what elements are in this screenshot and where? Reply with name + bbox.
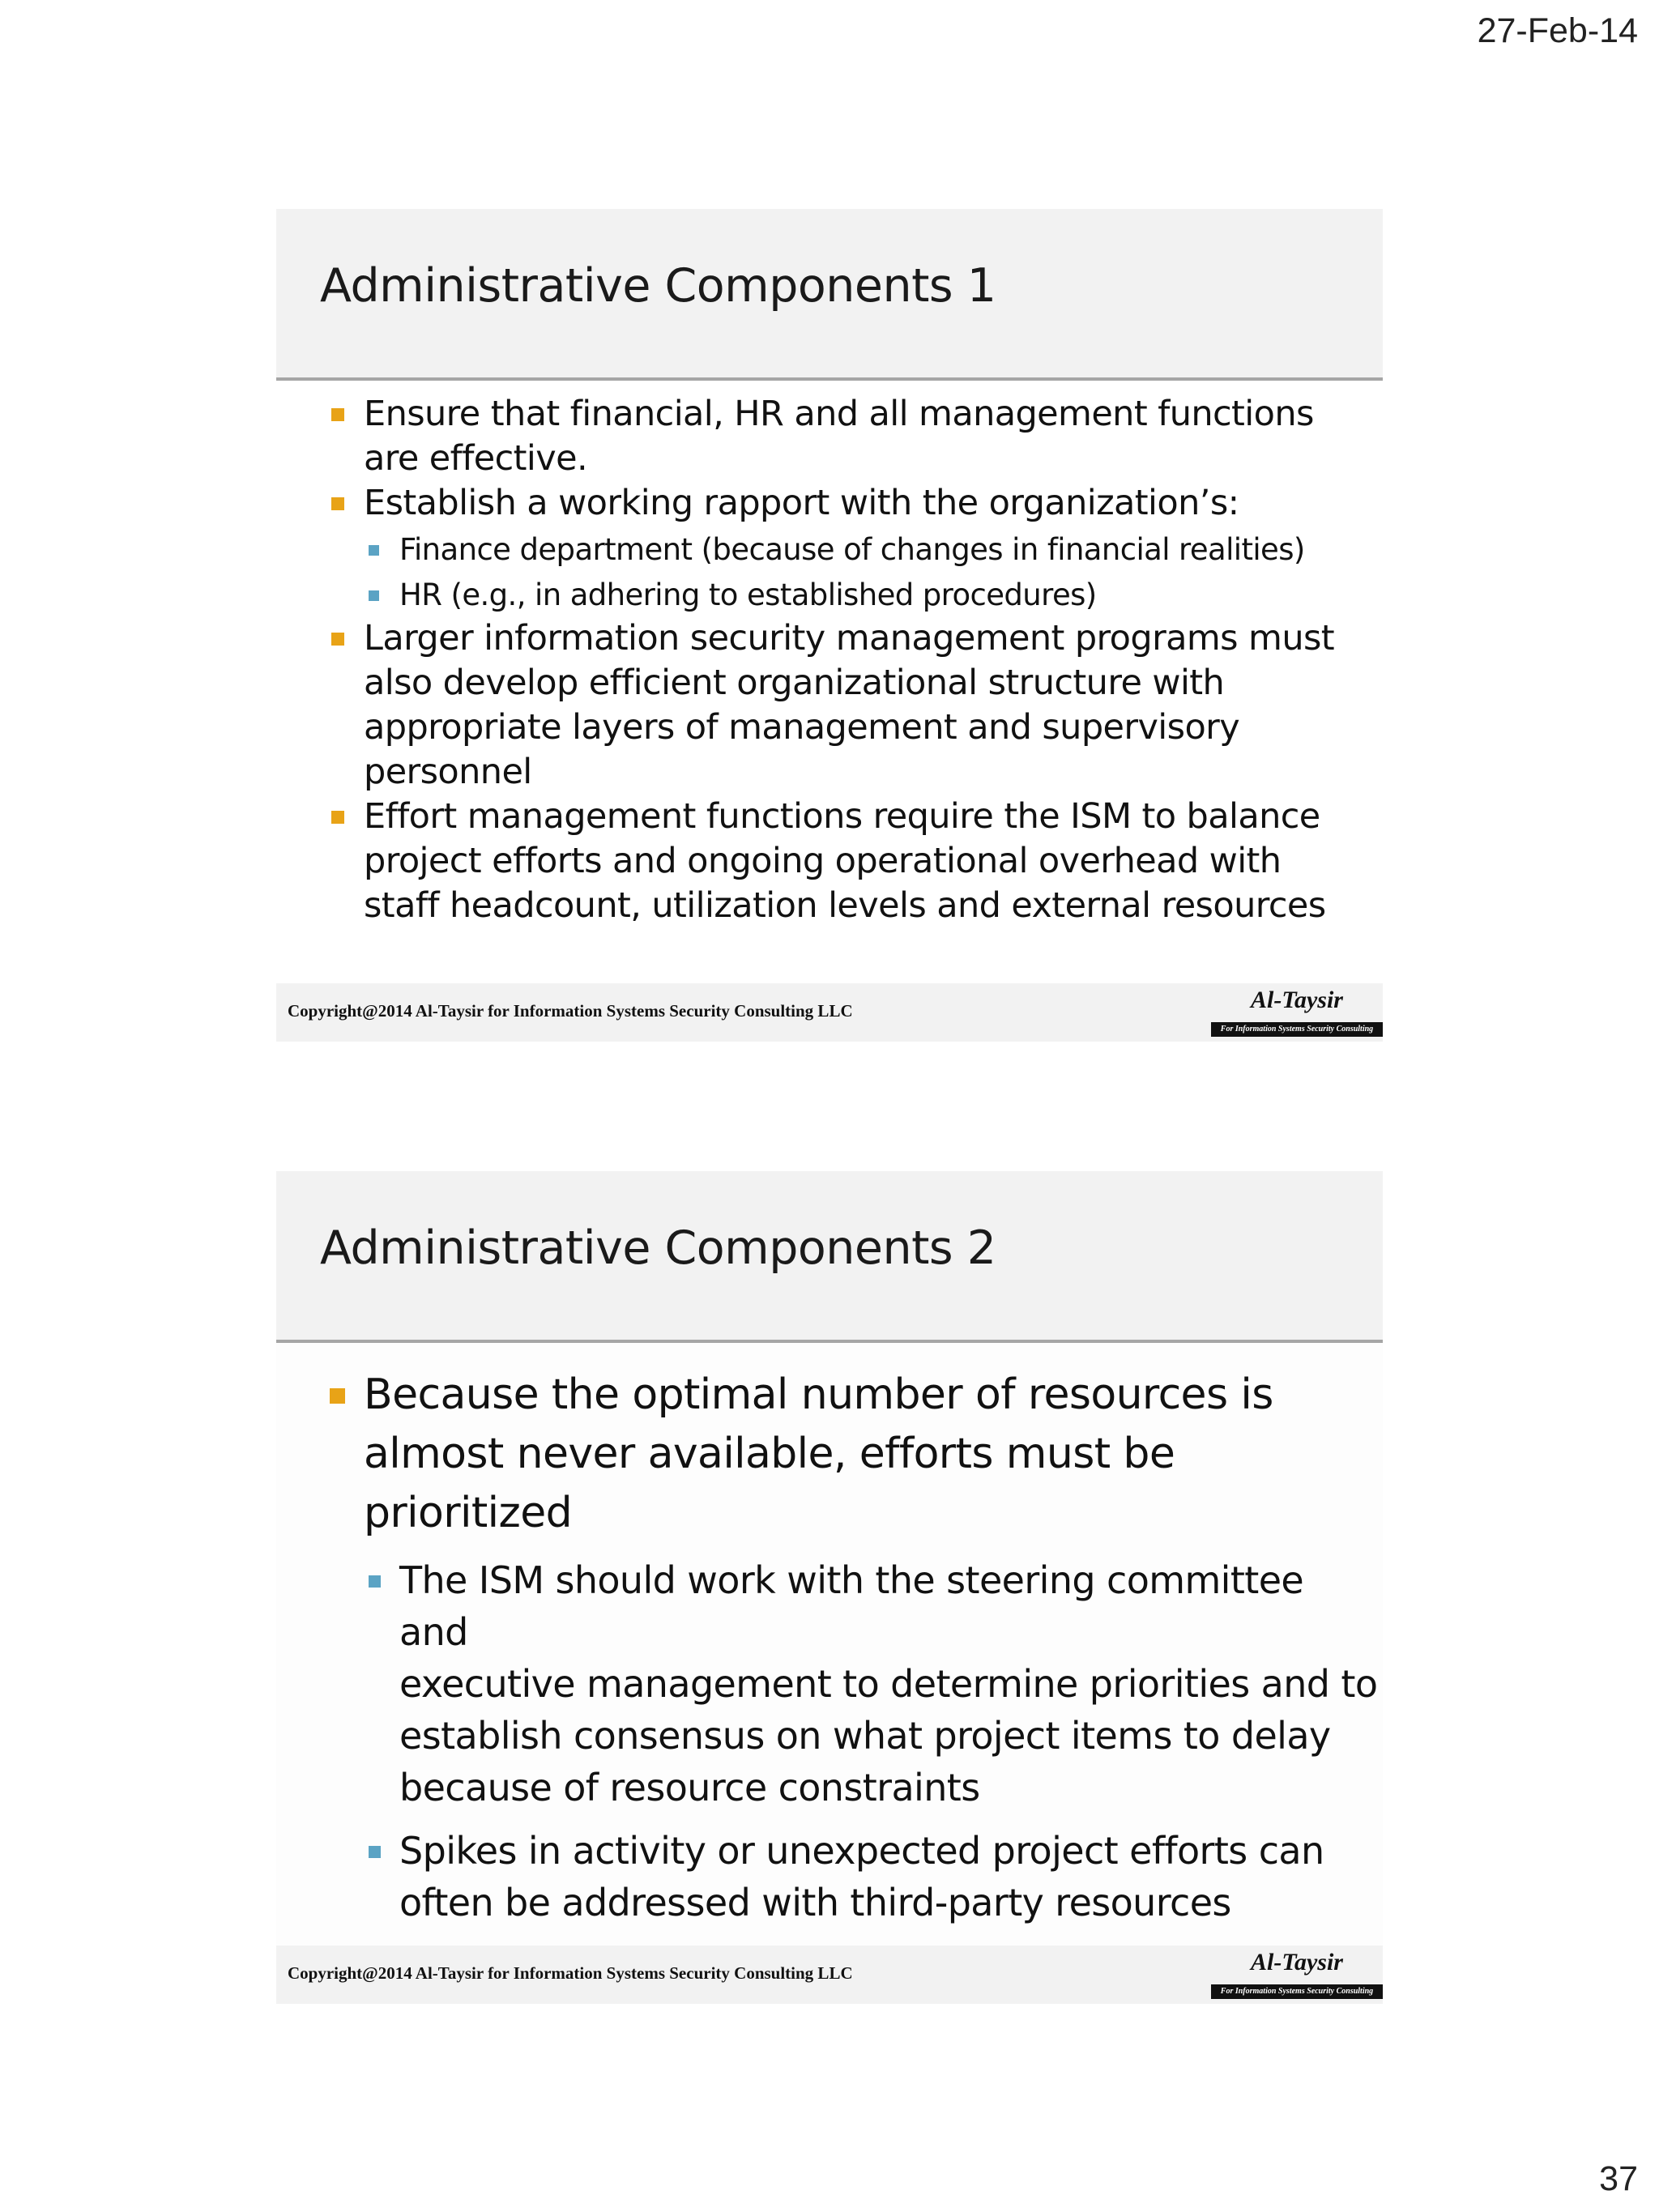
logo-wordmark: Al-Taysir [1251, 1949, 1343, 1975]
bullet-line: HR (e.g., in adhering to established procedures) [399, 578, 1097, 612]
bullet-line: executive management to determine priorities and to [399, 1662, 1378, 1706]
bullet-line: Spikes in activity or unexpected project efforts can [399, 1829, 1324, 1873]
square-bullet-icon [331, 811, 344, 824]
slide-title-bar [276, 209, 1383, 381]
bullet-line: are effective. [364, 438, 588, 479]
bullet-line: project efforts and ongoing operational overhead with [364, 841, 1282, 881]
bullet-line: Finance department (because of changes in financial realities) [399, 532, 1305, 567]
bullet-line: prioritized [364, 1489, 573, 1537]
square-bullet-icon [369, 1846, 381, 1858]
bullet-line: appropriate layers of management and supervisory [364, 707, 1240, 748]
sub-bullet-item [276, 574, 1383, 616]
bullet-line: Establish a working rapport with the organization’s: [364, 483, 1239, 523]
logo-tagline: For Information Systems Security Consulting [1211, 1984, 1383, 1999]
square-bullet-icon [331, 408, 344, 421]
slide-content [276, 1366, 1383, 1929]
bullet-line: Ensure that financial, HR and all management functions [364, 394, 1314, 434]
bullet-item [276, 795, 1383, 928]
bullet-line: establish consensus on what project items to delay [399, 1714, 1331, 1758]
slide-footer [276, 1946, 1383, 2004]
slide-footer [276, 983, 1383, 1042]
sub-bullet-item [276, 526, 1383, 574]
bullet-line: staff headcount, utilization levels and external resources [364, 885, 1326, 926]
copyright-notice: Copyright@2014 Al-Taysir for Information Systems Security Consulting LLC [288, 1963, 853, 1983]
bullet-line: The ISM should work with the steering committee and [399, 1558, 1304, 1654]
sub-bullet-item [276, 1554, 1383, 1813]
slide-title: Administrative Components 1 [320, 259, 996, 313]
bullet-item [276, 616, 1383, 795]
square-bullet-icon [331, 633, 344, 646]
bullet-line: often be addressed with third-party resources [399, 1881, 1231, 1924]
bullet-item [276, 481, 1383, 526]
logo-tagline: For Information Systems Security Consulting [1211, 1022, 1383, 1037]
square-bullet-icon [369, 590, 379, 601]
bullet-line: Effort management functions require the ISM to balance [364, 796, 1320, 837]
square-bullet-icon [369, 545, 379, 556]
company-logo [1211, 987, 1383, 1038]
bullet-item [276, 392, 1383, 481]
bullet-item [276, 1366, 1383, 1543]
slide-content [276, 392, 1383, 928]
slide-title-bar [276, 1171, 1383, 1343]
slide-title: Administrative Components 2 [320, 1221, 996, 1275]
page-date: 27-Feb-14 [1477, 11, 1638, 50]
square-bullet-icon [331, 497, 344, 510]
square-bullet-icon [330, 1388, 345, 1404]
sub-bullet-item [276, 1825, 1383, 1929]
copyright-notice: Copyright@2014 Al-Taysir for Information Systems Security Consulting LLC [288, 1001, 853, 1021]
company-logo [1211, 1949, 1383, 2001]
bullet-line: also develop efficient organizational structure with [364, 663, 1225, 703]
bullet-line: because of resource constraints [399, 1766, 980, 1809]
bullet-line: Larger information security management programs must [364, 618, 1335, 658]
slide-2 [276, 1171, 1383, 2004]
bullet-line: almost never available, efforts must be [364, 1430, 1175, 1478]
bullet-list [276, 1366, 1383, 1929]
logo-wordmark: Al-Taysir [1251, 987, 1343, 1013]
page-number: 37 [1599, 2159, 1638, 2198]
bullet-line: Because the optimal number of resources is [364, 1370, 1273, 1419]
slide-1 [276, 209, 1383, 1042]
bullet-list [276, 392, 1383, 928]
square-bullet-icon [369, 1575, 381, 1588]
bullet-line: personnel [364, 752, 532, 792]
